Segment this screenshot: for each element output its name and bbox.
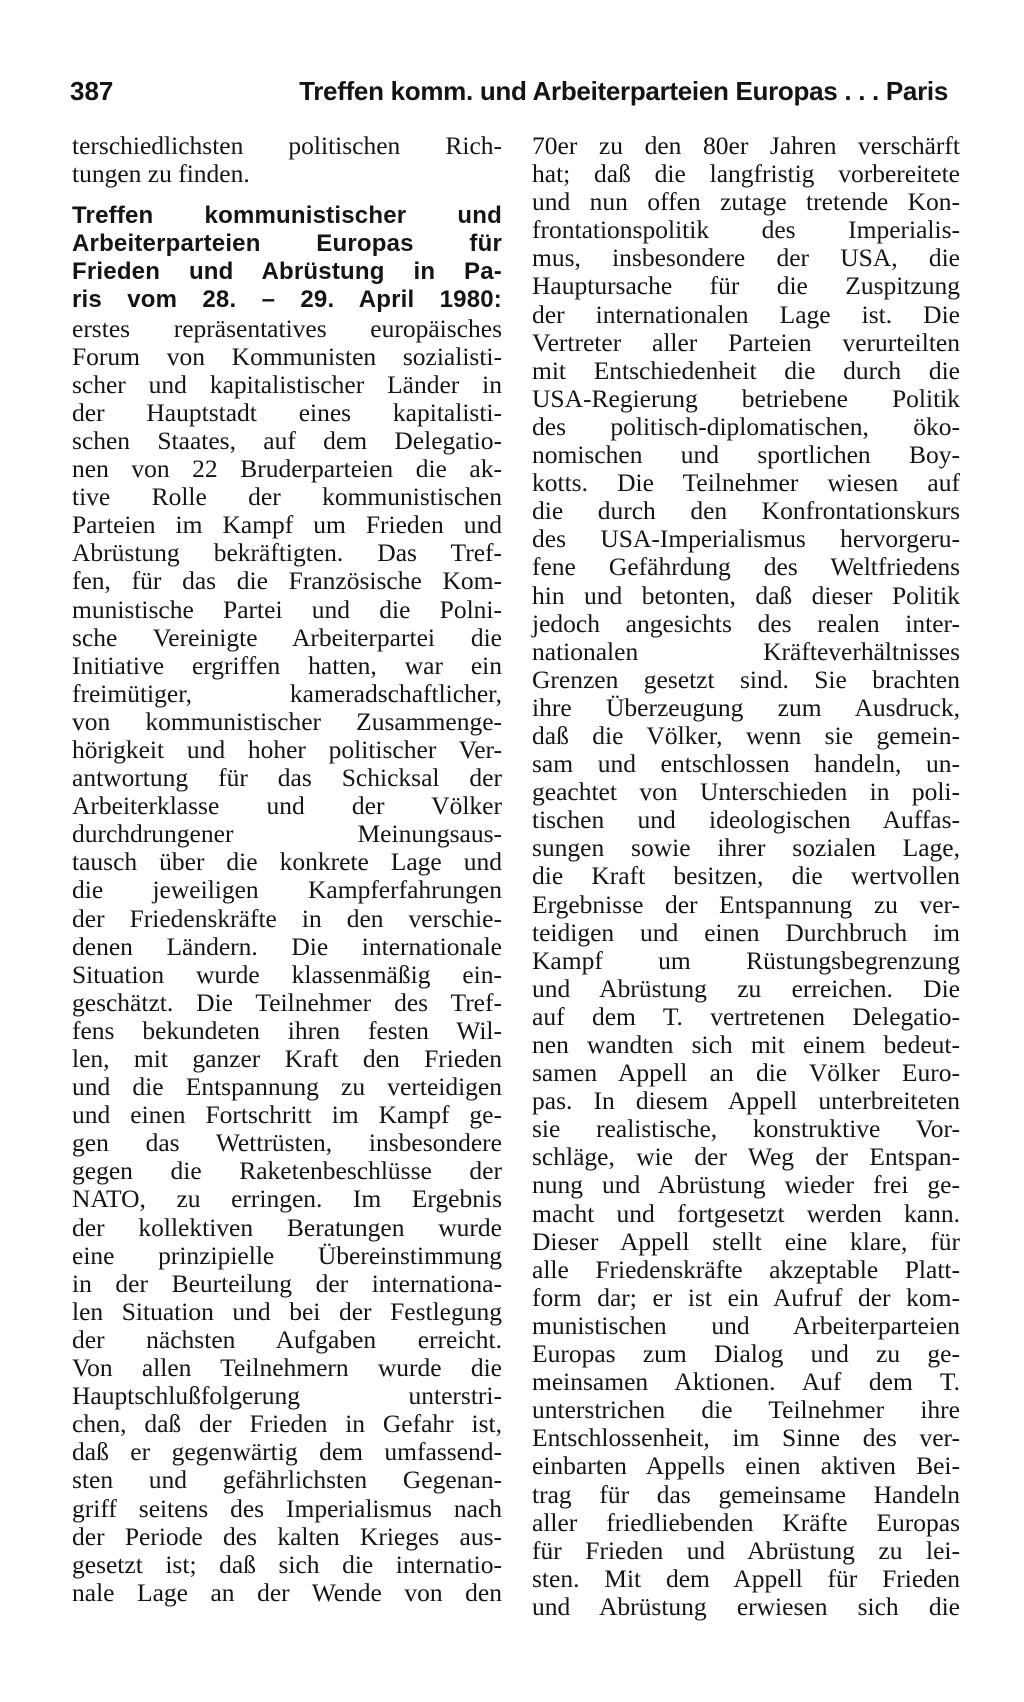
text-line: der nächsten Aufgaben erreicht.	[72, 1324, 502, 1354]
text-line: form dar; er ist ein Aufruf der kom-	[532, 1282, 960, 1312]
text-line: Hauptursache für die Zuspitzung	[532, 271, 960, 301]
text-line: daß er gegenwärtig dem umfassend-	[72, 1437, 502, 1467]
text-line: schen Staates, auf dem Delegatio-	[72, 425, 502, 455]
text-line: mit Entschiedenheit die durch die	[532, 355, 960, 385]
text-line: 70er zu den 80er Jahren verschärft	[532, 131, 960, 160]
text-line: und Abrüstung zu erreichen. Die	[532, 973, 960, 1003]
page-number: 387	[70, 76, 114, 106]
text-line: der Periode des kalten Krieges aus-	[72, 1521, 502, 1551]
text-line: len, mit ganzer Kraft den Frieden	[72, 1044, 502, 1073]
text-line: Situation wurde klassenmäßig ein-	[72, 959, 502, 989]
text-line: die durch den Konfrontationskurs	[532, 496, 960, 526]
text-line: frontationspolitik des Imperialis-	[532, 215, 960, 245]
text-line: Arbeiterklasse und der Völker	[72, 791, 502, 821]
right-column	[532, 132, 960, 1662]
text-line: sche Vereinigte Arbeiterpartei die	[72, 622, 502, 652]
text-line: der kollektiven Beratungen wurde	[72, 1212, 502, 1242]
text-line: len Situation und bei der Festlegung	[72, 1296, 502, 1326]
text-line: Kampf um Rüstungsbegrenzung	[532, 945, 960, 975]
text-line: mus, insbesondere der USA, die	[532, 243, 960, 273]
text-line: denen Ländern. Die internationale	[72, 931, 502, 961]
text-line: in der Beurteilung der internationa-	[72, 1268, 502, 1298]
text-line: meinsamen Aktionen. Auf dem T.	[532, 1367, 960, 1397]
text-line: gegen die Raketenbeschlüsse der	[72, 1156, 502, 1186]
text-line: aller friedliebenden Kräfte Europas	[532, 1507, 960, 1537]
text-line: chen, daß der Frieden in Gefahr ist,	[72, 1409, 502, 1439]
entry-body	[72, 315, 502, 1607]
text-line: Abrüstung bekräftigten. Das Tref-	[72, 538, 502, 568]
text-line: Europas zum Dialog und zu ge-	[532, 1339, 960, 1369]
text-line: trag für das gemeinsame Handeln	[532, 1479, 960, 1509]
text-line: hörigkeit und hoher politischer Ver-	[72, 734, 502, 764]
text-line: gen das Wettrüsten, insbesondere	[72, 1128, 502, 1158]
text-line: und die Entspannung zu verteidigen	[72, 1072, 502, 1102]
text-line: und nun offen zutage tretende Kon-	[532, 187, 960, 217]
text-line: und Abrüstung erwiesen sich die	[532, 1591, 960, 1621]
text-line: tausch über die konkrete Lage und	[72, 847, 502, 877]
text-line: des USA-Imperialismus hervorgeru-	[532, 524, 960, 554]
text-line: USA-Regierung betriebene Politik	[532, 383, 960, 413]
text-line: freimütiger, kameradschaftlicher,	[72, 678, 502, 708]
text-line: alle Friedenskräfte akzeptable Platt-	[532, 1254, 960, 1284]
text-line: scher und kapitalistischer Länder in	[72, 369, 502, 399]
text-line: fens bekundeten ihren festen Wil-	[72, 1015, 502, 1045]
text-line: samen Appell an die Völker Euro-	[532, 1058, 960, 1088]
text-line: geachtet von Unterschieden in poli-	[532, 777, 960, 807]
text-line: die Kraft besitzen, die wertvollen	[532, 861, 960, 891]
text-line: Vertreter aller Parteien verurteilten	[532, 327, 960, 357]
text-line: fene Gefährdung des Weltfriedens	[532, 552, 960, 582]
text-line: antwortung für das Schicksal der	[72, 763, 502, 793]
running-title: Treffen komm. und Arbeiterparteien Europas . . . Paris	[299, 76, 948, 106]
text-line: sungen sowie ihrer sozialen Lage,	[532, 833, 960, 863]
entry-heading-line: Treffen kommunistischer und	[72, 202, 502, 230]
text-line: sie realistische, konstruktive Vor-	[532, 1114, 960, 1144]
text-line: pas. In diesem Appell unterbreiteten	[532, 1086, 960, 1116]
text-line: Von allen Teilnehmern wurde die	[72, 1353, 502, 1383]
text-line: fen, für das die Französische Kom-	[72, 566, 502, 596]
text-line: auf dem T. vertretenen Delegatio-	[532, 1001, 960, 1031]
text-line: der Hauptstadt eines kapitalisti-	[72, 397, 502, 427]
entry-body-continued	[532, 132, 960, 1621]
text-line: des politisch-diplomatischen, öko-	[532, 411, 960, 441]
text-line: tive Rolle der kommunistischen	[72, 482, 502, 512]
text-line: nung und Abrüstung wieder frei ge-	[532, 1170, 960, 1200]
entry-heading-line: Frieden und Abrüstung in Pa-	[72, 258, 502, 286]
text-line: geschätzt. Die Teilnehmer des Tref-	[72, 987, 502, 1017]
text-line: tungen zu finden.	[72, 159, 250, 189]
text-line: Forum von Kommunisten sozialisti-	[72, 341, 502, 371]
page-header	[62, 70, 952, 110]
text-line: kotts. Die Teilnehmer wiesen auf	[532, 468, 960, 498]
text-line: unterstrichen die Teilnehmer ihre	[532, 1395, 960, 1425]
text-line: sten und gefährlichsten Gegenan-	[72, 1465, 502, 1495]
text-line: Parteien im Kampf um Frieden und	[72, 510, 502, 540]
text-line: munistische Partei und die Polni-	[72, 594, 502, 624]
text-line: durchdrungener Meinungsaus-	[72, 819, 502, 849]
text-line: der internationalen Lage ist. Die	[532, 299, 960, 329]
text-line: teidigen und einen Durchbruch im	[532, 917, 960, 947]
text-line: NATO, zu erringen. Im Ergebnis	[72, 1184, 502, 1214]
text-line: daß die Völker, wenn sie gemein-	[532, 720, 960, 750]
text-line: erstes repräsentatives europäisches	[72, 313, 502, 343]
text-line: gesetzt ist; daß sich die internatio-	[72, 1549, 502, 1579]
text-line: sam und entschlossen handeln, un-	[532, 749, 960, 779]
text-line: sten. Mit dem Appell für Frieden	[532, 1563, 960, 1593]
text-line: schläge, wie der Weg der Entspan-	[532, 1142, 960, 1172]
text-line: nale Lage an der Wende von den	[72, 1577, 502, 1607]
text-line: und einen Fortschritt im Kampf ge-	[72, 1100, 502, 1130]
text-line: die jeweiligen Kampferfahrungen	[72, 875, 502, 905]
text-line: Initiative ergriffen hatten, war ein	[72, 650, 502, 680]
entry-heading-line: ris vom 28. – 29. April 1980:	[72, 286, 502, 314]
paragraph-gap	[72, 188, 502, 202]
text-line: Hauptschlußfolgerung unterstri-	[72, 1381, 502, 1411]
text-line: Ergebnisse der Entspannung zu ver-	[532, 889, 960, 919]
text-line: der Friedenskräfte in den verschie-	[72, 903, 502, 933]
text-line: einbarten Appells einen aktiven Bei-	[532, 1451, 960, 1481]
text-line: Dieser Appell stellt eine klare, für	[532, 1226, 960, 1256]
text-line: ihre Überzeugung zum Ausdruck,	[532, 692, 960, 722]
text-line: hin und betonten, daß dieser Politik	[532, 580, 960, 610]
text-line: macht und fortgesetzt werden kann.	[532, 1198, 960, 1228]
entry-heading-line: Arbeiterparteien Europas für	[72, 230, 502, 258]
text-line: Grenzen gesetzt sind. Sie brachten	[532, 664, 960, 694]
text-line: hat; daß die langfristig vorbereitete	[532, 159, 960, 189]
left-column	[72, 132, 502, 1662]
text-line: griff seitens des Imperialismus nach	[72, 1493, 502, 1523]
text-line: Entschlossenheit, im Sinne des ver-	[532, 1423, 960, 1453]
text-line: von kommunistischer Zusammenge-	[72, 706, 502, 736]
text-line: jedoch angesichts des realen inter-	[532, 608, 960, 638]
text-line: nationalen Kräfteverhältnisses	[532, 636, 960, 666]
text-line: nomischen und sportlichen Boy-	[532, 440, 960, 470]
text-line: für Frieden und Abrüstung zu lei-	[532, 1535, 960, 1565]
text-line: munistischen und Arbeiterparteien	[532, 1310, 960, 1340]
text-line: tischen und ideologischen Auffas-	[532, 805, 960, 835]
text-line: nen wandten sich mit einem bedeut-	[532, 1030, 960, 1059]
text-line: nen von 22 Bruderparteien die ak-	[72, 454, 502, 484]
text-line: terschiedlichsten politischen Rich-	[72, 131, 502, 160]
text-line: eine prinzipielle Übereinstimmung	[72, 1240, 502, 1270]
